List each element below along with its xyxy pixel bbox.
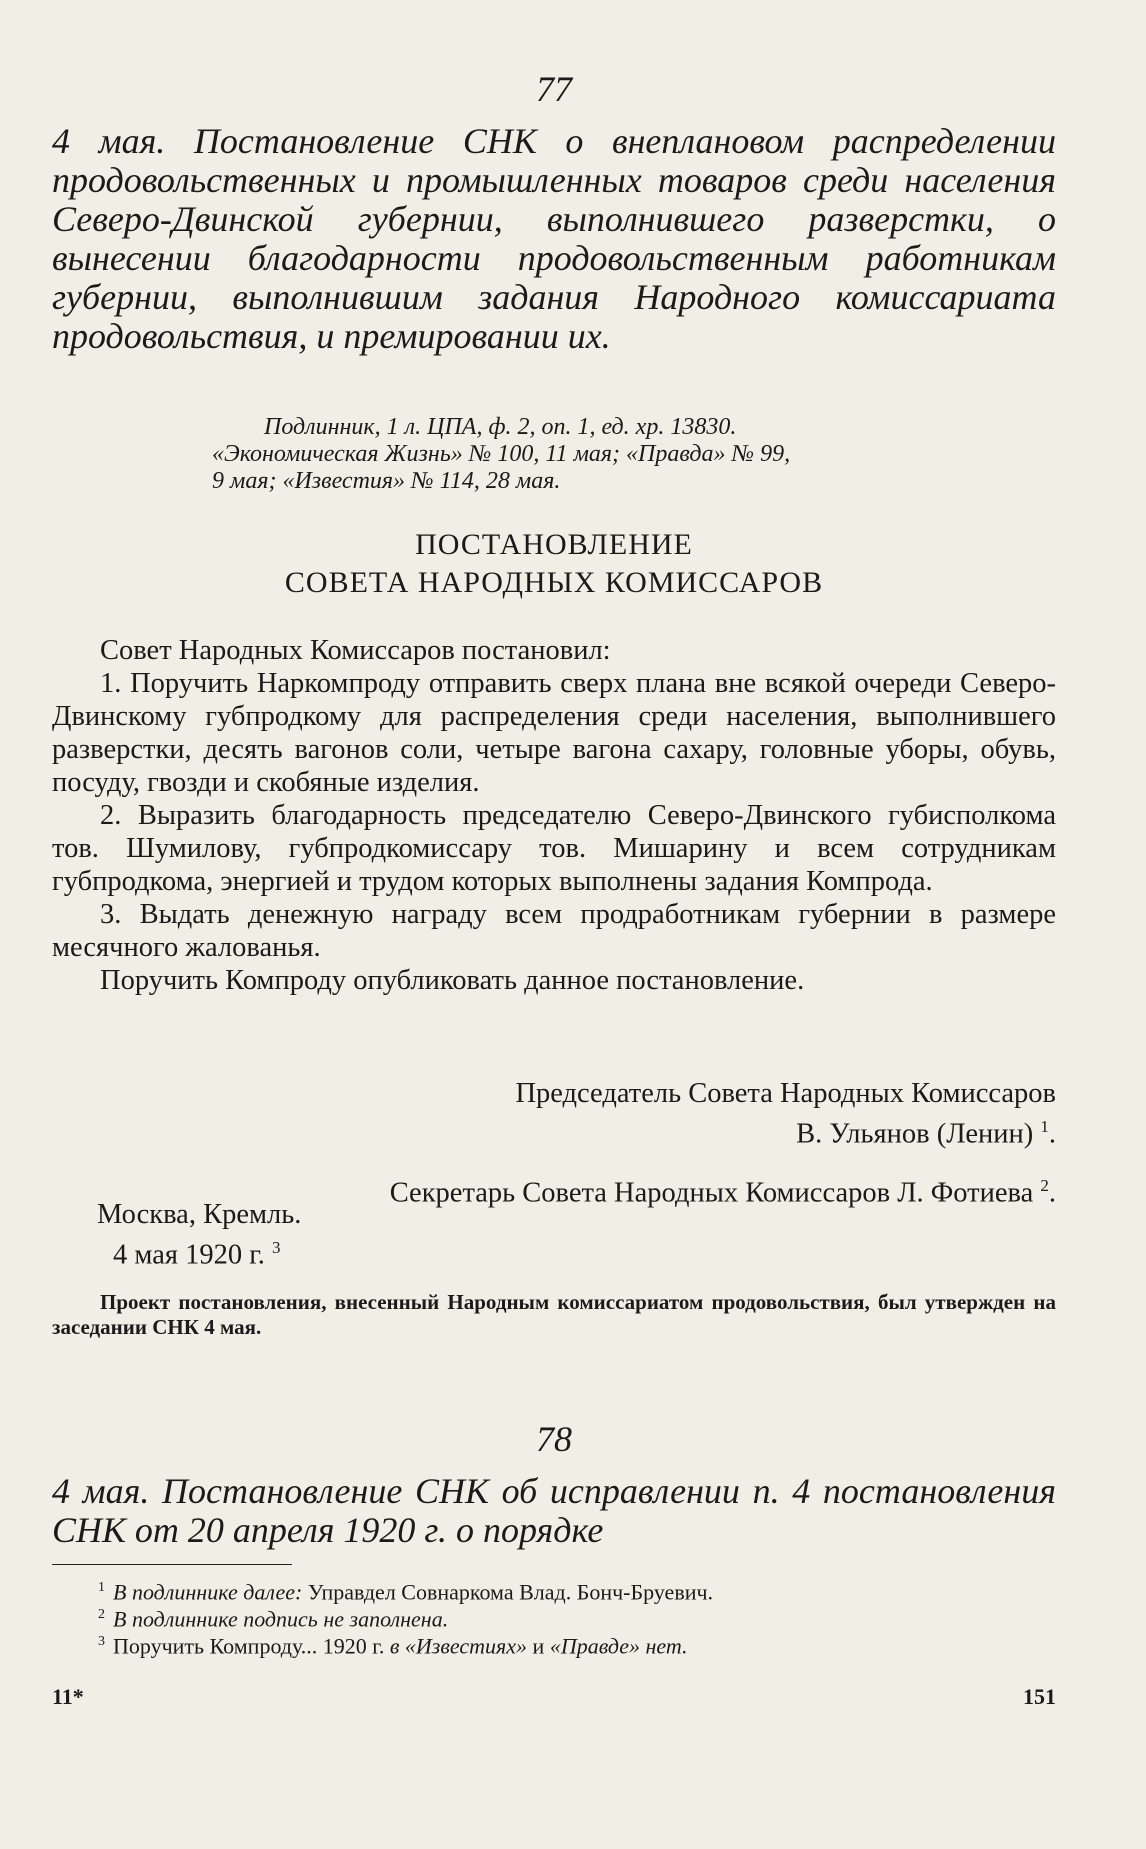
decree-item: 3. Выдать денежную награду всем продработникам губернии в размере месячного жалованья.	[52, 899, 1056, 963]
signature-mark: 11*	[52, 1684, 84, 1709]
decree-title	[52, 526, 1056, 602]
decree-title-line: ПОСТАНОВЛЕНИЕ	[415, 528, 693, 561]
footnote-mark: 2	[98, 1607, 105, 1622]
source-line: «Экономическая Жизнь» № 100, 11 мая; «Правда» № 99,	[212, 441, 791, 467]
footnote-text: и	[527, 1633, 550, 1659]
footnote-rule	[52, 1564, 292, 1565]
document-number: 77	[536, 69, 572, 109]
signatures	[52, 1077, 1056, 1209]
document-headline: 4 мая. Постановление СНК об исправлении п. 4 постановления СНК от 20 апреля 1920 г. о порядке	[52, 1471, 1056, 1550]
footnote-ref: 2	[1040, 1175, 1049, 1195]
secretary-name: Секретарь Совета Народных Комиссаров Л. Фотиева	[389, 1177, 1034, 1208]
footnote-italic: В подлиннике далее:	[113, 1579, 303, 1605]
footnote-mark: 1	[98, 1580, 105, 1595]
decree-item: 2. Выразить благодарность председателю Северо-Двинского губисполкома тов. Шумилову, губпродкомиссару тов. Мишарину и всем сотрудникам губпродкома, энергией и трудом которых выполнены задания Компрода.	[52, 800, 1056, 897]
place: Москва, Кремль.	[97, 1199, 302, 1230]
footnote-italic: В подлиннике подпись не заполнена.	[113, 1606, 449, 1632]
source-reference	[52, 414, 1056, 495]
decree-body	[52, 634, 1056, 997]
chair-title: Председатель Совета Народных Комиссаров	[515, 1078, 1056, 1109]
date-line	[97, 1231, 301, 1272]
text-column	[52, 0, 1056, 1849]
decree-preamble: Совет Народных Комиссаров постановил:	[100, 635, 611, 666]
decree-item: Поручить Компроду опубликовать данное постановление.	[100, 965, 805, 996]
decree-title-line: СОВЕТА НАРОДНЫХ КОМИССАРОВ	[284, 566, 824, 599]
source-line: Подлинник, 1 л. ЦПА, ф. 2, оп. 1, ед. хр. 13830.	[264, 414, 737, 440]
date: 4 мая 1920 г.	[113, 1239, 265, 1271]
footnote-text: Управдел Совнаркома Влад. Бонч-Бруевич.	[302, 1579, 714, 1605]
page-number: 151	[1023, 1684, 1056, 1709]
place-date	[97, 1198, 301, 1272]
footnote-ref: 3	[271, 1238, 281, 1257]
footnote-italic: «Правде» нет.	[549, 1633, 688, 1659]
footnote-mark: 3	[98, 1634, 105, 1649]
document-number: 78	[536, 1419, 572, 1459]
source-line: 9 мая; «Известия» № 114, 28 мая.	[212, 468, 561, 494]
chair-name: В. Ульянов (Ленин)	[796, 1118, 1034, 1150]
footnote-text: Поручить Компроду... 1920 г.	[113, 1633, 390, 1659]
chair-signature: В. Ульянов (Ленин) $^1$.	[796, 1117, 1056, 1150]
decree-item: 1. Поручить Наркомпроду отправить сверх плана вне всякой очереди Северо-Двинскому губпродкому для распределения среди населения, выполнившего разверстки, десять вагонов соли, четыре вагона сахару, головные уборы, обувь, посуду, гвозди и скобяные изделия.	[52, 668, 1056, 798]
footnote-ref: 1	[1040, 1117, 1049, 1136]
footnote	[98, 1628, 688, 1659]
secretary-signature: Секретарь Совета Народных Комиссаров Л. Фотиева $^2$.	[389, 1175, 1056, 1208]
editorial-note: Проект постановления, внесенный Народным комиссариатом продовольствия, был утвержден на заседании СНК 4 мая.	[52, 1290, 1056, 1339]
footnote-italic: в «Известиях»	[389, 1633, 528, 1659]
document-headline: 4 мая. Постановление СНК о внеплановом распределении продовольственных и промышленных товаров среди населения Северо-Двинской губернии, выполнившего разверстки, о вынесении благодарности продовольственным работникам губернии, выполнившим задания Народного комиссариата продовольствия, и премировании их.	[52, 121, 1056, 356]
